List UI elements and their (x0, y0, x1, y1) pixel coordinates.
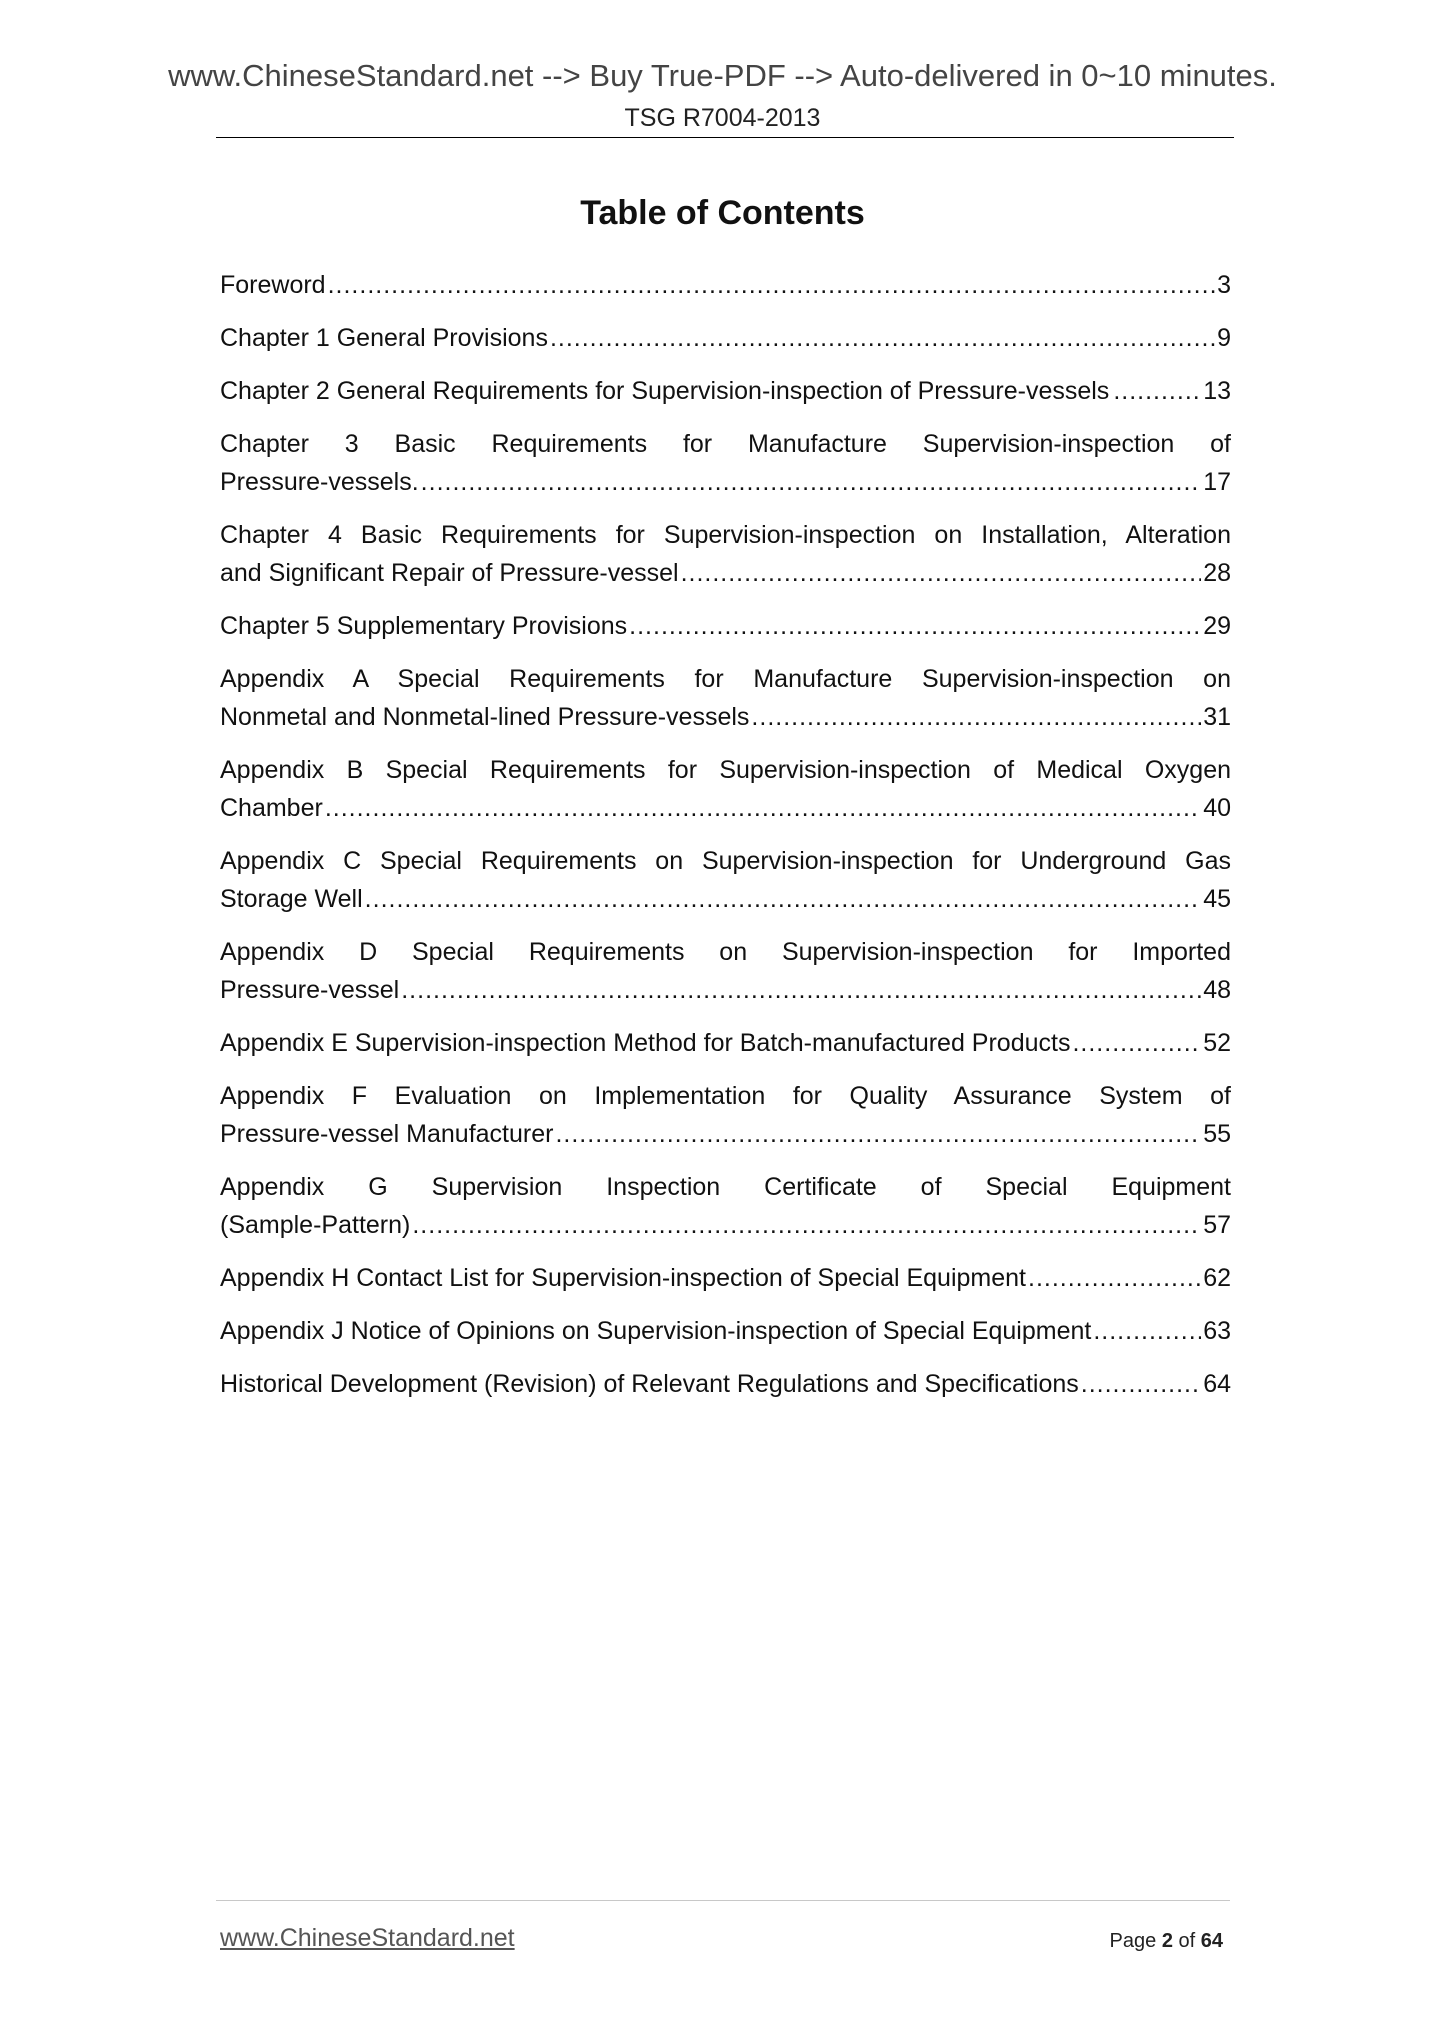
toc-entry-page: 57 (1203, 1211, 1231, 1239)
toc-title: Table of Contents (580, 194, 865, 232)
toc-leader-dots (401, 971, 1201, 1009)
toc-entry-label-line-1: Appendix G Supervision Inspection Certificate of Special Equipment (220, 1173, 1231, 1201)
toc-entry-label-line-2: Chamber (220, 794, 323, 822)
toc-entry-chapter-2[interactable] (220, 372, 1231, 410)
toc-entry-chapter-5[interactable] (220, 607, 1231, 645)
toc-leader-dots (325, 789, 1201, 827)
toc-entry-appendix-b[interactable] (220, 751, 1231, 827)
toc-leader-dots (1028, 1259, 1201, 1297)
toc-entry-label-line-1: Chapter 3 Basic Requirements for Manufacture Supervision-inspection of (220, 430, 1231, 458)
toc-entry-chapter-4[interactable] (220, 516, 1231, 592)
toc-entry-label-line-2: (Sample-Pattern) (220, 1211, 411, 1239)
toc-entry-page: 45 (1203, 885, 1231, 913)
toc-leader-dots (629, 607, 1201, 645)
toc-leader-dots (365, 880, 1202, 918)
page-total: 64 (1200, 1930, 1223, 1952)
toc-entry-label-line-2: and Significant Repair of Pressure-vessel (220, 559, 679, 587)
toc-leader-dots (1093, 1312, 1201, 1350)
toc-entry-page: 62 (1203, 1264, 1231, 1292)
toc-entry-foreword[interactable] (220, 266, 1231, 304)
toc-entry-page: 3 (1217, 271, 1231, 299)
page-separator: of (1178, 1930, 1196, 1952)
toc-entry-page: 31 (1203, 703, 1231, 731)
toc-entry-page: 17 (1203, 468, 1231, 496)
toc-entry-label-line-1: Appendix C Special Requirements on Supervision-inspection for Underground Gas (220, 847, 1231, 875)
header-banner: www.ChineseStandard.net --> Buy True-PDF --> Auto-delivered in 0~10 minutes. (168, 58, 1277, 93)
toc-entry-chapter-1[interactable] (220, 319, 1231, 357)
toc-leader-dots (1072, 1024, 1201, 1062)
toc-entry-appendix-j[interactable] (220, 1312, 1231, 1350)
toc-leader-dots (328, 266, 1216, 304)
footer-divider (216, 1900, 1230, 1901)
footer-website-link[interactable]: www.ChineseStandard.net (220, 1924, 515, 1952)
toc-entry-page: 55 (1203, 1120, 1231, 1148)
toc-entry-label-line-2: Pressure-vessel (220, 976, 400, 1004)
toc-entry-label-line-2: Pressure-vessels. (220, 468, 419, 496)
toc-entry-appendix-h[interactable] (220, 1259, 1231, 1297)
toc-entry-page: 40 (1203, 794, 1231, 822)
toc-leader-dots (555, 1115, 1201, 1153)
toc-entry-page: 13 (1203, 377, 1231, 405)
toc-entry-appendix-a[interactable] (220, 660, 1231, 736)
toc-entry-historical-development[interactable] (220, 1365, 1231, 1403)
toc-entry-page: 28 (1203, 559, 1231, 587)
toc-entry-label: Chapter 5 Supplementary Provisions (220, 612, 628, 640)
toc-entry-label: Chapter 1 General Provisions (220, 324, 548, 352)
toc-leader-dots (1113, 372, 1199, 410)
toc-entry-label: Chapter 2 General Requirements for Supervision-inspection of Pressure-vessels (220, 377, 1110, 405)
toc-entry-appendix-d[interactable] (220, 933, 1231, 1009)
toc-entry-label-line-2: Storage Well (220, 885, 363, 913)
toc-entry-label-line-1: Appendix B Special Requirements for Supervision-inspection of Medical Oxygen (220, 756, 1231, 784)
toc-entry-label-line-1: Chapter 4 Basic Requirements for Supervision-inspection on Installation, Alteration (220, 521, 1231, 549)
toc-leader-dots (412, 1206, 1201, 1244)
toc-entry-label: Appendix H Contact List for Supervision-inspection of Special Equipment (220, 1264, 1026, 1292)
toc-entry-chapter-3[interactable] (220, 425, 1231, 501)
toc-leader-dots (1081, 1365, 1201, 1403)
toc-entry-page: 48 (1203, 976, 1231, 1004)
page-indicator (1110, 1930, 1223, 1953)
toc-entry-page: 63 (1203, 1317, 1231, 1345)
toc-entry-page: 64 (1203, 1370, 1231, 1398)
header-divider (216, 137, 1234, 138)
toc-entry-label-line-1: Appendix D Special Requirements on Supervision-inspection for Imported (220, 938, 1231, 966)
toc-entry-label-line-2: Nonmetal and Nonmetal-lined Pressure-vessels (220, 703, 750, 731)
toc-leader-dots (550, 319, 1215, 357)
toc-entry-label: Appendix E Supervision-inspection Method for Batch-manufactured Products (220, 1029, 1071, 1057)
toc-entry-label: Appendix J Notice of Opinions on Supervision-inspection of Special Equipment (220, 1317, 1092, 1345)
toc-entry-page: 29 (1203, 612, 1231, 640)
toc-entry-page: 9 (1217, 324, 1231, 352)
toc-entry-label: Foreword (220, 271, 326, 299)
toc-entry-appendix-c[interactable] (220, 842, 1231, 918)
toc-leader-dots (681, 554, 1202, 592)
toc-entry-appendix-e[interactable] (220, 1024, 1231, 1062)
toc-entry-label-line-1: Appendix F Evaluation on Implementation for Quality Assurance System of (220, 1082, 1231, 1110)
toc-entry-appendix-g[interactable] (220, 1168, 1231, 1244)
toc-leader-dots (751, 698, 1201, 736)
toc-entry-label-line-1: Appendix A Special Requirements for Manufacture Supervision-inspection on (220, 665, 1231, 693)
toc-leader-dots (421, 463, 1202, 501)
document-id: TSG R7004-2013 (624, 104, 821, 132)
toc-entry-label-line-2: Pressure-vessel Manufacturer (220, 1120, 554, 1148)
page-prefix: Page (1109, 1930, 1157, 1952)
toc-entry-label: Historical Development (Revision) of Relevant Regulations and Specifications (220, 1370, 1079, 1398)
page-current: 2 (1161, 1930, 1173, 1952)
toc-entry-appendix-f[interactable] (220, 1077, 1231, 1153)
toc-list (220, 266, 1231, 1418)
toc-entry-page: 52 (1203, 1029, 1231, 1057)
